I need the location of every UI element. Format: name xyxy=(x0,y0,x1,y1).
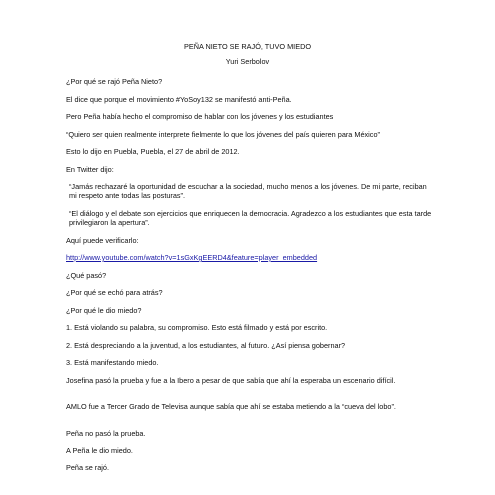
paragraph-question-why: ¿Por qué se rajó Peña Nieto? xyxy=(66,77,163,86)
document-title: PEÑA NIETO SE RAJÓ, TUVO MIEDO xyxy=(183,42,312,51)
paragraph-failed-test: Peña no pasó la prueba. xyxy=(66,429,146,438)
document-author: Yuri Serbolov xyxy=(225,57,270,66)
paragraph-josefina: Josefina pasó la prueba y fue a la Ibero a pesar de que sabía que ahí la esperaba un escenario difícil. xyxy=(66,376,396,385)
youtube-link[interactable]: http://www.youtube.com/watch?v=1sGxKgEERD4&feature=player_embedded xyxy=(66,253,318,262)
paragraph-twitter: En Twitter dijo: xyxy=(66,165,114,174)
paragraph-conclusion: Peña se rajó. xyxy=(66,463,109,472)
paragraph-point-three: 3. Está manifestando miedo. xyxy=(66,358,159,367)
paragraph-amlo: AMLO fue a Tercer Grado de Televisa aunque sabía que ahí se estaba metiendo a la “cueva del lobo”. xyxy=(66,402,396,411)
paragraph-movement: El dice que porque el movimiento #YoSoy132 se manifestó anti-Peña. xyxy=(66,95,292,104)
paragraph-commitment: Pero Peña había hecho el compromiso de hablar con los jóvenes y los estudiantes xyxy=(66,112,334,121)
paragraph-backed-out: ¿Por qué se echó para atrás? xyxy=(66,288,163,297)
paragraph-tweet-two: “El diálogo y el debate son ejercicios que enriquecen la democracia. Agradezco a los estudiantes que esta tarde privilegiaron la apertura”. xyxy=(69,209,432,228)
paragraph-point-two: 2. Está despreciando a la juventud, a los estudiantes, al futuro. ¿Así piensa gobernar? xyxy=(66,341,346,350)
paragraph-what-happened: ¿Qué pasó? xyxy=(66,271,107,280)
paragraph-afraid: A Peña le dio miedo. xyxy=(66,446,133,455)
paragraph-verify: Aquí puede verificarlo: xyxy=(66,236,139,245)
paragraph-fear-question: ¿Por qué le dio miedo? xyxy=(66,306,142,315)
paragraph-puebla: Esto lo dijo en Puebla, Puebla, el 27 de abril de 2012. xyxy=(66,147,240,156)
paragraph-tweet-one: “Jamás rechazaré la oportunidad de escuchar a la sociedad, mucho menos a los jóvenes. De mi parte, reciban mi respeto ante todas las posturas”. xyxy=(69,182,427,201)
paragraph-quote-mexico: “Quiero ser quien realmente interprete fielmente lo que los jóvenes del país quieren para México” xyxy=(66,130,380,139)
paragraph-point-one: 1. Está violando su palabra, su compromiso. Esto está filmado y está por escrito. xyxy=(66,323,328,332)
